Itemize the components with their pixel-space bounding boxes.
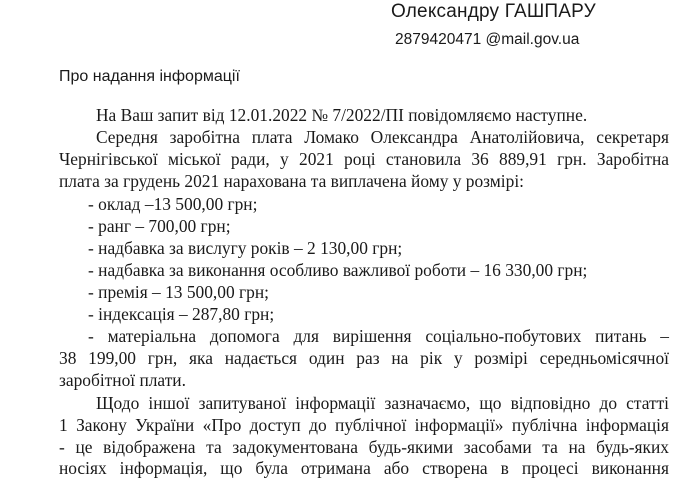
salary-paragraph-line-1: Середня заробітна плата Ломако Олександра Анатолійовича, секретаря [96,127,669,147]
intro-paragraph: На Ваш запит від 12.01.2022 № 7/2022/ПІ повідомляємо наступне. [96,105,588,125]
other-info-line-2: 1 Закону України «Про доступ до публічної інформації» публічна інформація [59,415,669,435]
list-item-salary: - оклад –13 500,00 грн; [88,194,258,214]
list-item-premium: - премія – 13 500,00 грн; [88,282,269,302]
list-item-important-work-bonus: - надбавка за виконання особливо важливої роботи – 16 330,00 грн; [88,260,588,280]
other-info-line-1: Щодо іншої запитуваної інформації зазначаємо, що відповідно до статті [96,393,669,413]
salary-paragraph-line-3: плата за грудень 2021 нарахована та виплачена йому у розмірі: [59,171,525,191]
letter-subject: Про надання інформації [59,68,240,85]
list-item-seniority-bonus: - надбавка за вислугу років – 2 130,00 грн; [88,238,403,258]
material-aid-line-2: 38 199,00 грн, яка надається один раз на рік у розмірі середньомісячної [59,348,669,368]
salary-paragraph-line-2: Чернігівської міської ради, у 2021 році становила 36 889,91 грн. Заробітна [59,149,669,169]
material-aid-line-3: заробітної плати. [59,370,186,390]
addressee-name: Олександру ГАШПАРУ [391,1,596,22]
list-item-material-aid: - матеріальна допомога для вирішення соціально-побутових питань – [88,326,669,346]
other-info-line-3: - це відображена та задокументована будь-якими засобами та на будь-яких [59,437,669,457]
list-item-indexation: - індексація – 287,80 грн; [88,304,275,324]
addressee-email: 2879420471 @mail.gov.ua [395,31,580,48]
list-item-rank: - ранг – 700,00 грн; [88,216,231,236]
other-info-line-4: носіях інформація, що була отримана або створена в процесі виконання [59,458,669,478]
